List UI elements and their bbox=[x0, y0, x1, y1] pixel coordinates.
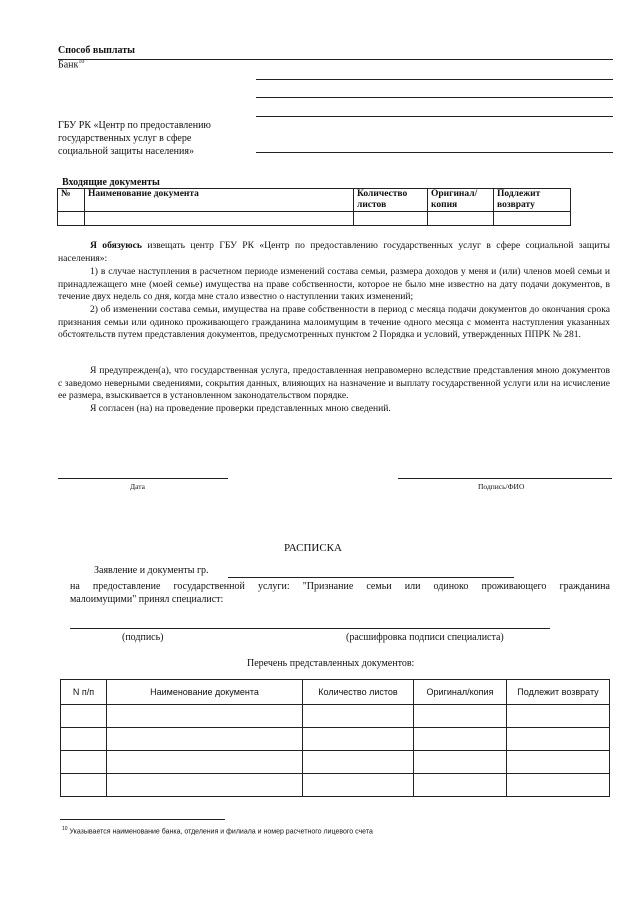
receipt-word: одиноко bbox=[433, 581, 469, 592]
receipt-word: государственной bbox=[173, 581, 245, 592]
footnote bbox=[62, 826, 373, 835]
date-label: Дата bbox=[130, 482, 145, 491]
receipt-line-3: малоимущими" принял специалист: bbox=[70, 594, 224, 605]
specialist-sign-label: (подпись) bbox=[122, 632, 164, 643]
table-row bbox=[61, 751, 610, 774]
org-block bbox=[58, 119, 211, 158]
applicant-name-line bbox=[228, 577, 514, 578]
org-line bbox=[256, 152, 613, 153]
obligation-item-2: 2) об изменении состава семьи, имущества на праве собственности в период с месяца подачи документов до окончания срока признания семьи или одиноко проживающего гражданина малоимущим в течение одного месяца с момента наступления указанных обстоятельств путем представления документов, предусмотренных пунктом 2 Порядка и условий, утвержденных ППРК № 281. bbox=[58, 304, 610, 341]
footnote-separator bbox=[60, 819, 225, 820]
table-row bbox=[61, 774, 610, 797]
payment-heading: Способ выплаты bbox=[58, 45, 135, 56]
receipt-word: "Признание bbox=[302, 581, 354, 592]
receipt-col-pages: Количество листов bbox=[303, 680, 414, 705]
receipt-word: проживающего bbox=[481, 581, 547, 592]
bank-line-1 bbox=[256, 79, 613, 80]
obligation-lead: Я обязуюсь bbox=[90, 240, 142, 251]
receipt-docs-table bbox=[60, 679, 610, 797]
bank-footnote-mark: 10 bbox=[78, 59, 85, 65]
incoming-col-pages: Количество листов bbox=[354, 189, 428, 212]
payment-top-line bbox=[58, 59, 613, 60]
date-line bbox=[58, 478, 228, 479]
incoming-col-return: Подлежит возврату bbox=[494, 189, 571, 212]
obligation-intro bbox=[58, 240, 610, 265]
sign-label: Подпись/ФИО bbox=[478, 482, 525, 491]
incoming-col-num: № bbox=[58, 189, 85, 212]
footnote-text: Указывается наименование банка, отделения и филиала и номер расчетного лицевого счета bbox=[69, 828, 373, 836]
receipt-word: или bbox=[404, 581, 421, 592]
table-row bbox=[61, 705, 610, 728]
incoming-heading: Входящие документы bbox=[62, 177, 160, 188]
receipt-col-name: Наименование документа bbox=[107, 680, 303, 705]
table-row bbox=[61, 728, 610, 751]
obligation-rest: извещать центр ГБУ РК «Центр по предоставлению государственных услуг в сфере социальной защиты населения»: bbox=[58, 240, 610, 264]
org-line-3: социальной защиты населения» bbox=[58, 146, 194, 157]
doc-list-title: Перечень представленных документов: bbox=[247, 658, 415, 669]
receipt-header-row bbox=[61, 680, 610, 705]
table-row bbox=[58, 212, 571, 226]
receipt-line-2 bbox=[70, 580, 610, 593]
consent-paragraph: Я согласен (на) на проведение проверки представленных мною сведений. bbox=[90, 403, 391, 414]
incoming-col-name: Наименование документа bbox=[85, 189, 354, 212]
receipt-col-num: N п/п bbox=[61, 680, 107, 705]
receipt-word: гражданина bbox=[559, 581, 610, 592]
receipt-word: на bbox=[70, 581, 80, 592]
receipt-col-original: Оригинал/копия bbox=[414, 680, 507, 705]
sign-line bbox=[398, 478, 612, 479]
bank-line-2 bbox=[256, 97, 613, 98]
receipt-word: семьи bbox=[366, 581, 392, 592]
receipt-col-return: Подлежит возврату bbox=[507, 680, 610, 705]
receipt-line-1: Заявление и документы гр. bbox=[94, 565, 209, 576]
specialist-decode-label: (расшифровка подписи специалиста) bbox=[346, 632, 504, 643]
receipt-word: услуги: bbox=[257, 581, 290, 592]
receipt-title: РАСПИСКА bbox=[284, 542, 342, 554]
warned-paragraph: Я предупрежден(а), что государственная услуга, предоставленная неправомерно вследствие представления мною документов с заведомо неверными сведениями, сокрытия данных, влияющих на назначение и выплату государственной услуги или на исчисление ее размера, взыскивается в установленном законодательством порядке. bbox=[58, 365, 610, 402]
obligation-item-1: 1) в случае наступления в расчетном периоде изменений состава семьи, размера доходов у меня и (или) членов моей семьи и принадлежащего мне (моей семье) имущества на праве собственности, которое не было мне известно на дату подачи документов, в течение двух недель со дня, когда мне стало известно о наступлении таких изменений; bbox=[58, 266, 610, 303]
specialist-sign-line bbox=[70, 628, 550, 629]
bank-label-text: Банк bbox=[58, 59, 79, 71]
incoming-header-row bbox=[58, 189, 571, 212]
incoming-table bbox=[57, 188, 571, 226]
org-line-2: государственных услуг в сфере bbox=[58, 133, 192, 144]
receipt-word: предоставление bbox=[92, 581, 161, 592]
org-line-1: ГБУ РК «Центр по предоставлению bbox=[58, 120, 211, 131]
bank-line-3 bbox=[256, 116, 613, 117]
footnote-mark: 10 bbox=[62, 826, 68, 832]
incoming-col-original: Оригинал/ копия bbox=[428, 189, 494, 212]
